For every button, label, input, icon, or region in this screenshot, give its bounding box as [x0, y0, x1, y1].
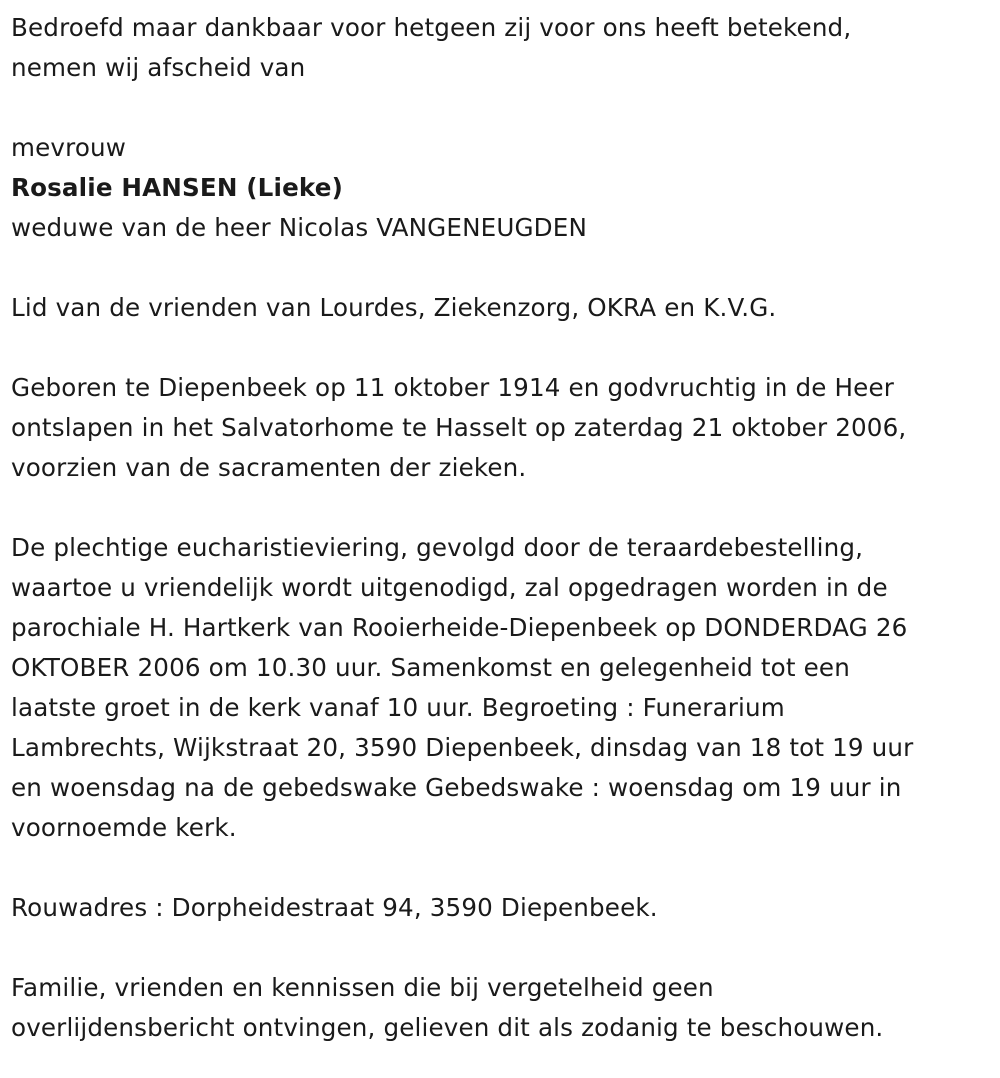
spacer: [11, 488, 986, 528]
closing-line: overlijdensbericht ontvingen, gelieven dit als zodanig te beschouwen.: [11, 1013, 884, 1042]
ceremony-line: laatste groet in de kerk vanaf 10 uur. Begroeting : Funerarium: [11, 693, 785, 722]
birth-death-line: ontslapen in het Salvatorhome te Hasselt op zaterdag 21 oktober 2006,: [11, 413, 907, 442]
closing-line: Familie, vrienden en kennissen die bij vergetelheid geen: [11, 973, 714, 1002]
intro-line: nemen wij afscheid van: [11, 53, 306, 82]
spacer: [11, 928, 986, 968]
birth-death-line: voorzien van de sacramenten der zieken.: [11, 453, 527, 482]
ceremony-line: parochiale H. Hartkerk van Rooierheide-Diepenbeek op DONDERDAG 26: [11, 613, 908, 642]
spacer: [11, 88, 986, 128]
ceremony-line: waartoe u vriendelijk wordt uitgenodigd, zal opgedragen worden in de: [11, 573, 888, 602]
ceremony-line: en woensdag na de gebedswake Gebedswake : woensdag om 19 uur in: [11, 773, 902, 802]
ceremony-paragraph: [11, 528, 986, 848]
deceased-block: [11, 128, 986, 248]
membership-paragraph: [11, 288, 986, 328]
ceremony-line: De plechtige eucharistieviering, gevolgd door de teraardebestelling,: [11, 533, 864, 562]
ceremony-line: voornoemde kerk.: [11, 813, 237, 842]
membership-line: Lid van de vrienden van Lourdes, Ziekenzorg, OKRA en K.V.G.: [11, 293, 777, 322]
deceased-name: Rosalie HANSEN (Lieke): [11, 173, 343, 202]
spacer: [11, 248, 986, 288]
birth-death-paragraph: [11, 368, 986, 488]
ceremony-line: OKTOBER 2006 om 10.30 uur. Samenkomst en gelegenheid tot een: [11, 653, 850, 682]
closing-paragraph: [11, 968, 986, 1048]
intro-line: Bedroefd maar dankbaar voor hetgeen zij voor ons heeft betekend,: [11, 13, 852, 42]
intro-paragraph: [11, 8, 986, 88]
spacer: [11, 328, 986, 368]
spacer: [11, 848, 986, 888]
deceased-title: mevrouw: [11, 133, 127, 162]
mourning-address-paragraph: [11, 888, 986, 928]
obituary-notice: [11, 8, 986, 1048]
deceased-relation: weduwe van de heer Nicolas VANGENEUGDEN: [11, 213, 587, 242]
birth-death-line: Geboren te Diepenbeek op 11 oktober 1914 en godvruchtig in de Heer: [11, 373, 894, 402]
ceremony-line: Lambrechts, Wijkstraat 20, 3590 Diepenbeek, dinsdag van 18 tot 19 uur: [11, 733, 914, 762]
mourning-address-line: Rouwadres : Dorpheidestraat 94, 3590 Diepenbeek.: [11, 893, 658, 922]
